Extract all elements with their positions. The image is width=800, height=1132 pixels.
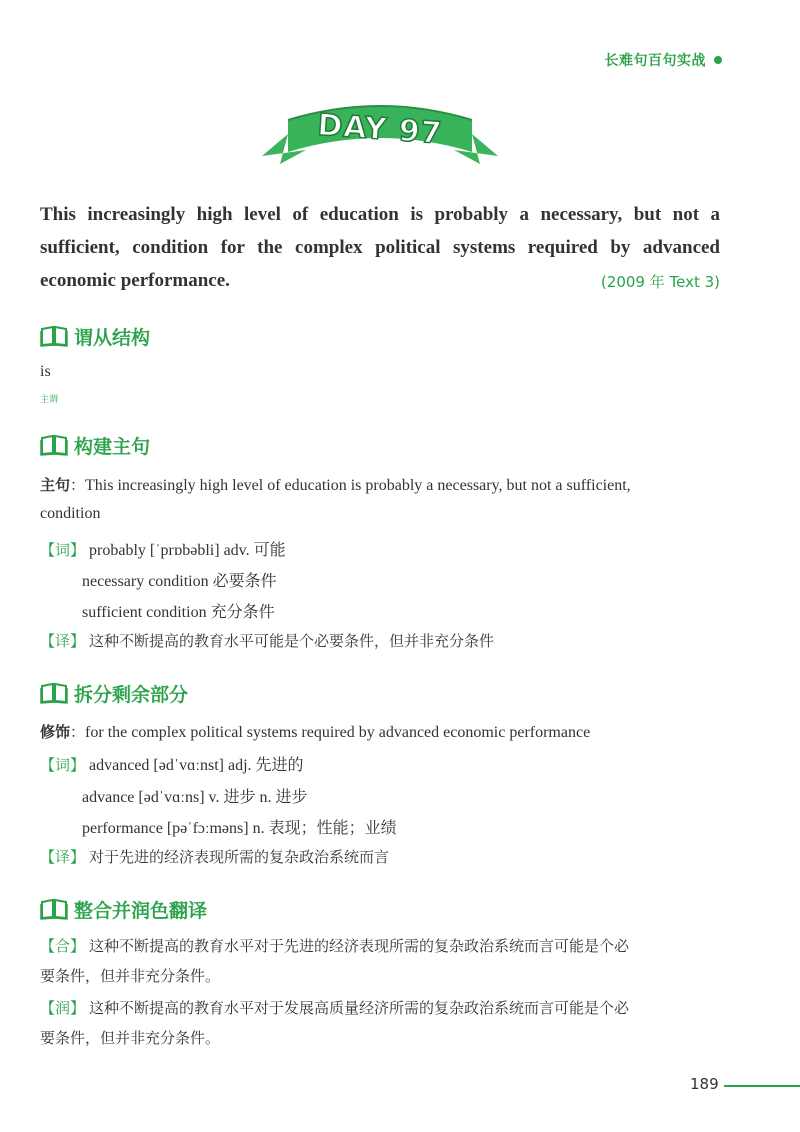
- running-header: 长难句百句实战: [604, 53, 706, 69]
- sentence-source: (2009 年 Text 3): [600, 273, 720, 291]
- section-title: 谓从结构: [74, 326, 151, 349]
- modifier-line: 修饰：for the complex political systems required by advanced economic performance: [40, 723, 591, 741]
- target-sentence: This increasingly high level of education is probably a necessary, but not a sufficient, condition for the complex political systems required by advanced economic performance.: [40, 204, 720, 291]
- translation-line: [40, 846, 740, 867]
- section-title: 拆分剩余部分: [74, 683, 189, 706]
- combined-text: 这种不断提高的教育水平对于先进的经济表现所需的复杂政治系统而言可能是个必: [89, 937, 630, 955]
- translation-text: 这种不断提高的教育水平可能是个必要条件，但并非充分条件: [89, 632, 495, 650]
- predicate-word: is: [40, 363, 51, 380]
- vocab-entry: advanced [ədˈvɑːnst] adj. 先进的: [89, 757, 304, 774]
- combined-translation-line: [40, 935, 740, 956]
- book-icon: [40, 325, 68, 347]
- page-number: 189: [690, 1075, 719, 1093]
- section-title: 构建主句: [74, 435, 151, 458]
- vocab-tag: 【词】: [40, 541, 86, 559]
- main-clause-line-2: condition: [40, 505, 101, 522]
- vocab-entry: performance [pəˈfɔːməns] n. 表现；性能；业绩: [82, 820, 397, 837]
- day-label: DAY 97: [316, 107, 444, 152]
- combined-translation-line-2: [40, 965, 740, 986]
- section-heading-remaining: [40, 679, 188, 707]
- vocab-line: [40, 752, 740, 775]
- main-clause-line: 主句：This increasingly high level of education is probably a necessary, but not a sufficient,: [40, 476, 631, 494]
- polished-tag: 【润】: [40, 999, 86, 1017]
- vocab-entry: probably [ˈprɒbəbli] adv. 可能: [89, 542, 286, 559]
- book-icon: [40, 434, 68, 456]
- book-icon: [40, 898, 68, 920]
- header-dot: [714, 56, 722, 64]
- day-banner: [262, 98, 498, 166]
- section-heading-predicate: [40, 322, 150, 350]
- vocab-line: [40, 537, 740, 560]
- vocab-entry: sufficient condition 充分条件: [82, 604, 275, 621]
- vocab-entry: advance [ədˈvɑːns] v. 进步 n. 进步: [82, 789, 308, 806]
- modifier-text: for the complex political systems required by advanced economic performance: [85, 724, 591, 741]
- combined-tag: 【合】: [40, 937, 86, 955]
- polished-text: 要条件，但并非充分条件。: [40, 1029, 221, 1047]
- vocab-tag: 【词】: [40, 756, 86, 774]
- page-rule: [724, 1085, 800, 1087]
- section-heading-polish: [40, 895, 207, 923]
- main-clause-label: 主句: [40, 476, 71, 494]
- translation-tag: 【译】: [40, 848, 86, 866]
- translation-line: [40, 630, 740, 651]
- translation-text: 对于先进的经济表现所需的复杂政治系统而言: [89, 848, 390, 866]
- predicate-note: 主谓: [40, 395, 59, 405]
- combined-text: 要条件，但并非充分条件。: [40, 967, 221, 985]
- polished-translation-line: [40, 997, 740, 1018]
- vocab-entry: necessary condition 必要条件: [82, 573, 277, 590]
- section-title: 整合并润色翻译: [74, 899, 208, 922]
- section-heading-main-clause: [40, 431, 150, 459]
- main-clause-text: This increasingly high level of education is probably a necessary, but not a sufficient,: [85, 477, 631, 494]
- polished-translation-line-2: [40, 1027, 740, 1048]
- book-icon: [40, 682, 68, 704]
- polished-text: 这种不断提高的教育水平对于发展高质量经济所需的复杂政治系统而言可能是个必: [89, 999, 630, 1017]
- translation-tag: 【译】: [40, 632, 86, 650]
- modifier-label: 修饰: [40, 723, 71, 741]
